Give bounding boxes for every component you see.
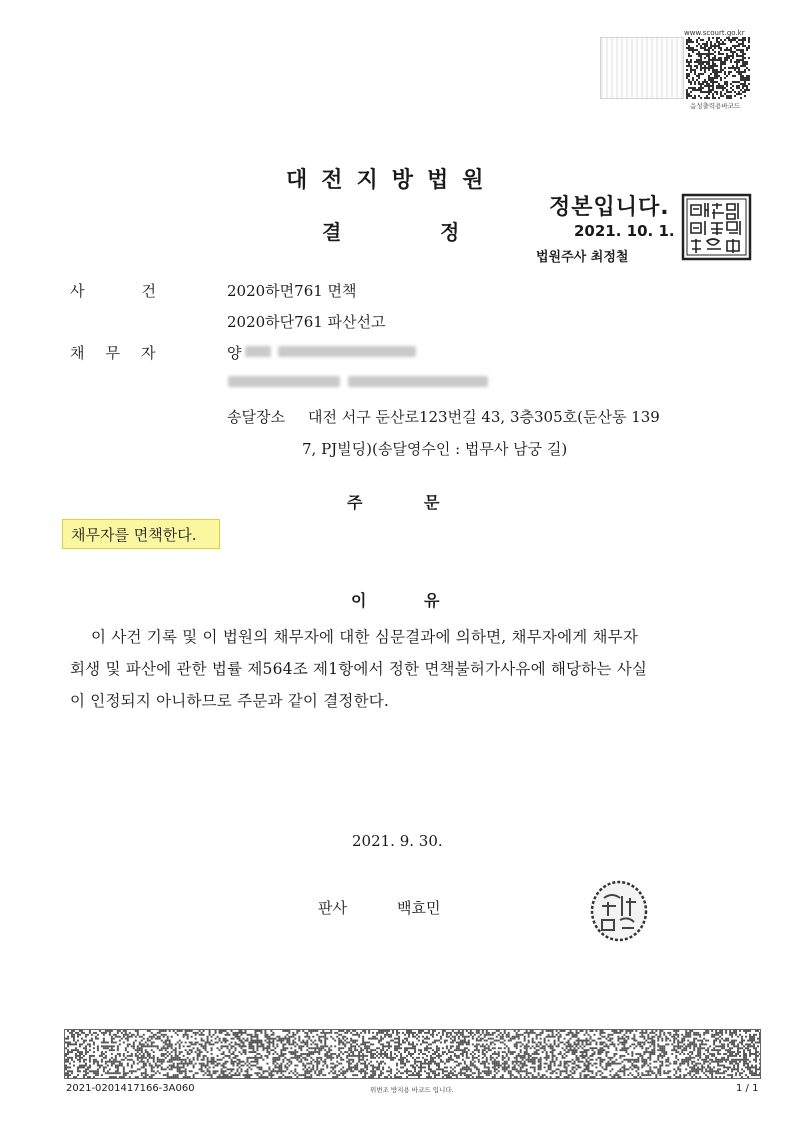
reason-line-3: 이 인정되지 아니하므로 주문과 같이 결정한다.	[70, 692, 390, 710]
judge-name: 백효민	[397, 899, 441, 917]
case-number-1: 2020하면761 면책	[227, 282, 357, 300]
anti-forgery-barcode	[64, 1029, 761, 1079]
case-number-2: 2020하단761 파산선고	[227, 313, 386, 331]
barcode-note: 위변조 방지용 바코드 입니다.	[370, 1086, 454, 1094]
decision-title-right: 정	[440, 220, 460, 244]
qr-barcode-left	[600, 37, 684, 99]
reason-line-1: 이 사건 기록 및 이 법원의 채무자에 대한 심문결과에 의하면, 채무자에게 채무자	[91, 628, 639, 646]
redacted-address-2	[348, 376, 488, 387]
certification-date: 2021. 10. 1.	[574, 222, 675, 240]
service-label: 송달장소	[227, 408, 285, 426]
document-number: 2021-0201417166-3A060	[66, 1083, 195, 1094]
reason-line-2: 회생 및 파산에 관한 법률 제564조 제1항에서 정한 면책불허가사유에 해당하는 사실	[70, 660, 648, 678]
debtor-label: 채 무 자	[70, 344, 156, 362]
case-label: 사 건	[70, 282, 156, 300]
decision-title-left: 결	[322, 220, 342, 244]
debtor-name: 양	[227, 344, 242, 362]
redacted-name	[245, 346, 271, 357]
court-name: 대전지방법원	[286, 168, 498, 193]
order-text: 채무자를 면책한다.	[71, 526, 197, 544]
redacted-address-1	[228, 376, 340, 387]
certifying-officer: 법원주사 최정철	[536, 250, 629, 265]
qr-barcode-pattern	[686, 37, 750, 99]
court-url: www.scourt.go.kr	[684, 29, 745, 37]
qr-caption: 음성출력용바코드	[690, 102, 741, 110]
court-seal-icon	[681, 193, 752, 261]
redacted-id	[278, 346, 416, 357]
reason-heading-right: 유	[424, 591, 440, 610]
decision-date: 2021. 9. 30.	[352, 832, 443, 850]
service-address-line1: 대전 서구 둔산로123번길 43, 3층305호(둔산동 139	[308, 408, 660, 426]
order-heading-left: 주	[347, 493, 363, 512]
page-indicator: 1 / 1	[736, 1083, 759, 1094]
certified-copy-label: 정본입니다.	[549, 195, 670, 220]
reason-heading-left: 이	[351, 591, 367, 610]
judge-title: 판사	[318, 899, 347, 917]
judge-seal-icon	[590, 880, 648, 942]
service-address-line2: 7, PJ빌딩)(송달영수인 : 법무사 남궁 길)	[302, 440, 568, 458]
order-heading-right: 문	[424, 493, 440, 512]
